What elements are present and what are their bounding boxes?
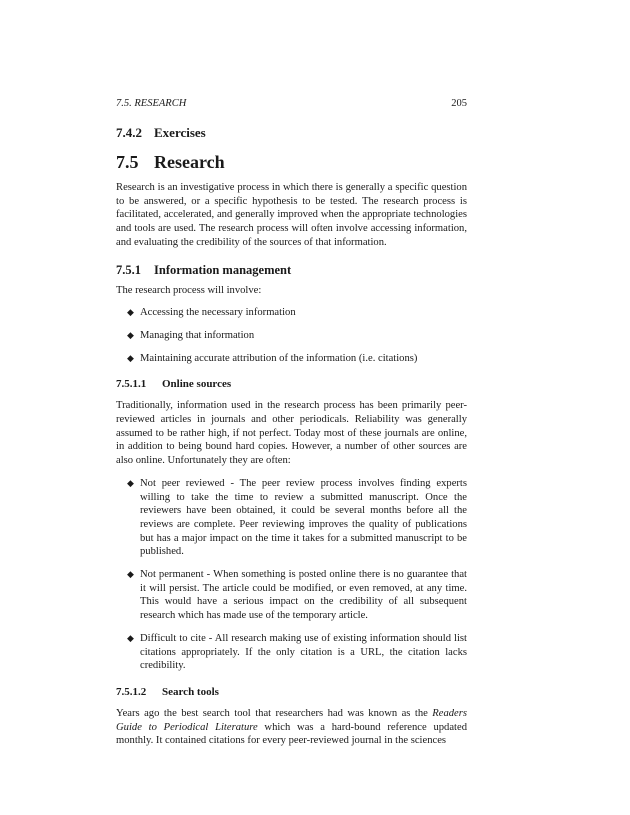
bullet-icon: ◆ (127, 632, 134, 643)
bullet-icon: ◆ (127, 569, 134, 580)
page-content (116, 97, 467, 748)
heading-number: 7.5.1.1 (116, 378, 147, 391)
research-intro-paragraph: Research is an investigative process in which there is generally a specific question to be answered, or a specific hypothesis to be tested. The research process is facilitated, accelerated, and generally improved when the appropriate technologies and tools are used. The research process will often involve accessing information, and evaluating the credibility of the sources of that information. (116, 182, 467, 248)
list-item-text: Maintaining accurate attribution of the information (i.e. citations) (140, 352, 418, 364)
heading-number: 7.5.1 (116, 262, 141, 277)
heading-title: Exercises (154, 125, 206, 140)
list-item-text: Difficult to cite - All research making use of existing information should list citations appropriately. If the only citation is a URL, the citation lacks credibility. (140, 632, 467, 672)
heading-title: Research (154, 152, 225, 172)
bullet-icon: ◆ (127, 352, 134, 363)
list-item-text: Not permanent - When something is posted online there is no guarantee that it will persist. The article could be modified, or even removed, at any time. This would have a serious impact on the credibility of all subsequent research which has made use of the temporary article. (140, 569, 467, 622)
heading-number: 7.5 (116, 152, 139, 172)
online-sources-list (116, 477, 467, 673)
search-tools-paragraph (116, 707, 467, 748)
heading-number: 7.4.2 (116, 125, 142, 140)
running-head-title: 7.5. RESEARCH (116, 98, 187, 109)
heading-7-5-1-2 (116, 685, 467, 699)
list-item (116, 568, 467, 623)
page-number: 205 (451, 98, 467, 109)
running-head (116, 97, 467, 110)
heading-7-5 (116, 151, 467, 173)
heading-7-4-2 (116, 125, 467, 141)
bullet-icon: ◆ (127, 329, 134, 340)
heading-7-5-1 (116, 263, 467, 278)
list-item (116, 329, 467, 343)
heading-title: Search tools (162, 685, 219, 698)
readers-guide-title: Readers Guide to Periodical Literature (116, 707, 467, 733)
info-management-lead: The research process will involve: (116, 284, 262, 296)
list-item-text: Managing that information (140, 329, 255, 341)
heading-title: Information management (154, 262, 292, 277)
search-tools-text-end: which was a hard-bound reference updated monthly. It contained citations for every peer-reviewed journal in the sciences (116, 721, 467, 747)
online-sources-paragraph: Traditionally, information used in the research process has been primarily peer-reviewed articles in journals and other periodicals. Reliability was generally assumed to be rather high, if not perfect. Today most of these journals are online, in addition to being bound hard copies. However, a number of other sources are also online. Unfortunately they are often: (116, 400, 467, 467)
info-management-list (116, 306, 467, 365)
heading-7-5-1-1 (116, 377, 467, 391)
search-tools-text-start: Years ago the best search tool that researchers had was known as the (116, 707, 433, 719)
heading-number: 7.5.1.2 (116, 685, 147, 698)
list-item (116, 632, 467, 673)
list-item-text: Accessing the necessary information (140, 307, 296, 319)
list-item (116, 477, 467, 559)
bullet-icon: ◆ (127, 477, 134, 488)
list-item-text: Not peer reviewed - The peer review process involves finding experts willing to take the time to review a submitted manuscript. Once the reviewers have been obtained, it could be several months before all the reviews are complete. Peer reviewing improves the quality of publications but has a major impact on the time it takes for a submitted manuscript to be published. (140, 477, 467, 558)
list-item (116, 352, 467, 366)
heading-title: Online sources (162, 378, 232, 391)
bullet-icon: ◆ (127, 307, 134, 318)
list-item (116, 306, 467, 320)
